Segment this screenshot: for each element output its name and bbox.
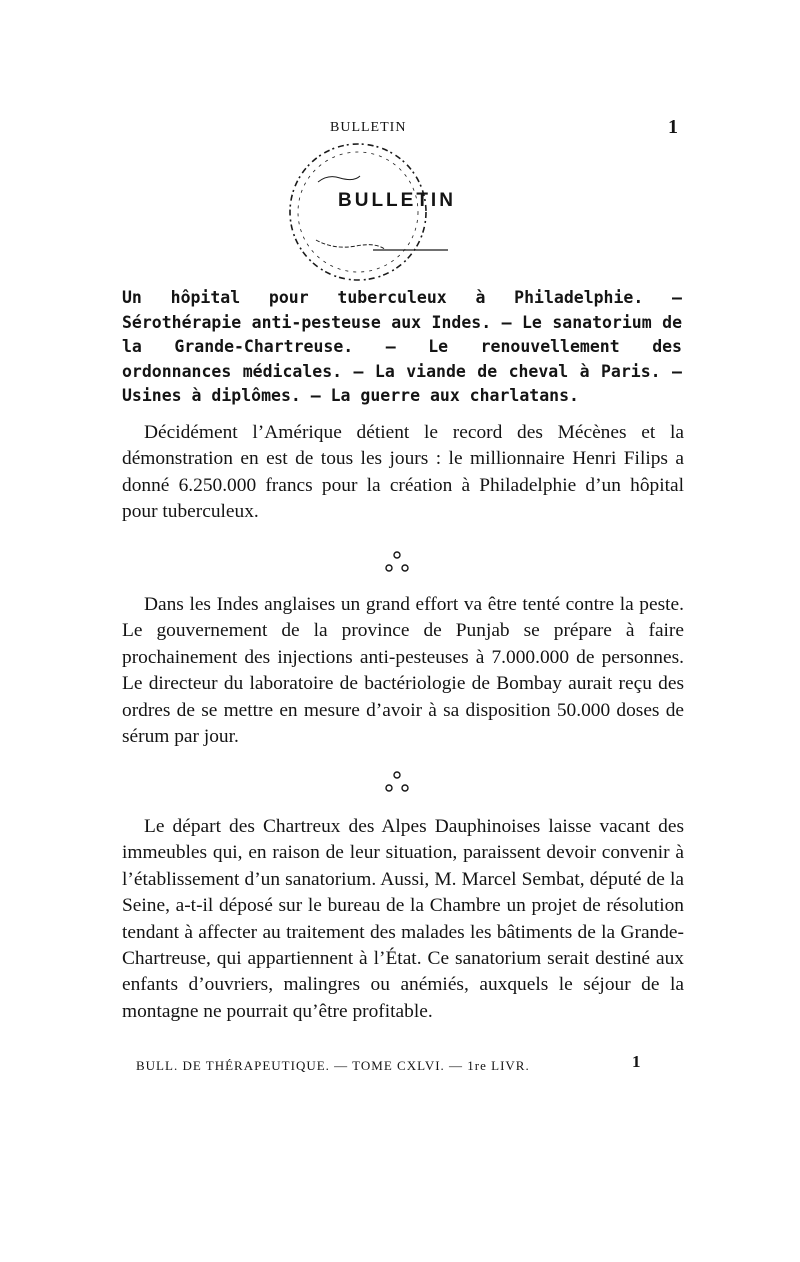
paragraph-chartreuse: Le départ des Chartreux des Alpes Dauphinoises laisse vacant des immeubles qui, en raison de leur situation, paraissent devoir convenir à l’établissement d’un sanatorium. Aussi, M. Marcel Sembat, député de la Seine, a-t-il déposé sur le bureau de la Chambre un projet de résolution tendant à affecter au traitement des malades les bâtiments de la Grande-Chartreuse, qui appartiennent à l’État. Ce sanatorium serait destiné aux enfants d’ouvriers, malingres ou anémiés, auxquels le séjour de la montagne ne pourrait qu’être profitable. xyxy=(122,816,684,1022)
paragraph-punjab: Dans les Indes anglaises un grand effort va être tenté contre la peste. Le gouvernement de la province de Punjab se prépare à faire prochainement des injections anti-pesteuses à 7.000.000 de personnes. Le directeur du laboratoire de bactériologie de Bombay aurait reçu des ordres de se mettre en mesure d’avoir à sa disposition 50.000 doses de sérum par jour. xyxy=(122,594,684,748)
paragraph-philadelphia: Décidément l’Amérique détient le record des Mécènes et la démonstration en est de tous les jours : le millionnaire Henri Filips a donné 6.250.000 francs pour la création à Philadelphie d’un hôpital pour tuberculeux. xyxy=(122,422,684,523)
page-number: 1 xyxy=(668,116,678,138)
footer-signature: BULL. DE THÉRAPEUTIQUE. — TOME CXLVI. — 1re LIVR. xyxy=(136,1058,530,1073)
footer-page-number: 1 xyxy=(632,1052,641,1071)
running-title: BULLETIN xyxy=(330,120,407,135)
summary-block: Un hôpital pour tuberculeux à Philadelphie. — Sérothérapie anti-pesteuse aux Indes. — Le sanatorium de la Grande-Chartreuse. — Le renouvellement des ordonnances médicales. — La viande de cheval à Paris. — Usines à diplômes. — La guerre aux charlatans. xyxy=(122,288,682,406)
section-heading: BULLETIN xyxy=(338,190,456,211)
asterism-icon xyxy=(372,546,422,580)
asterism-icon xyxy=(372,766,422,800)
